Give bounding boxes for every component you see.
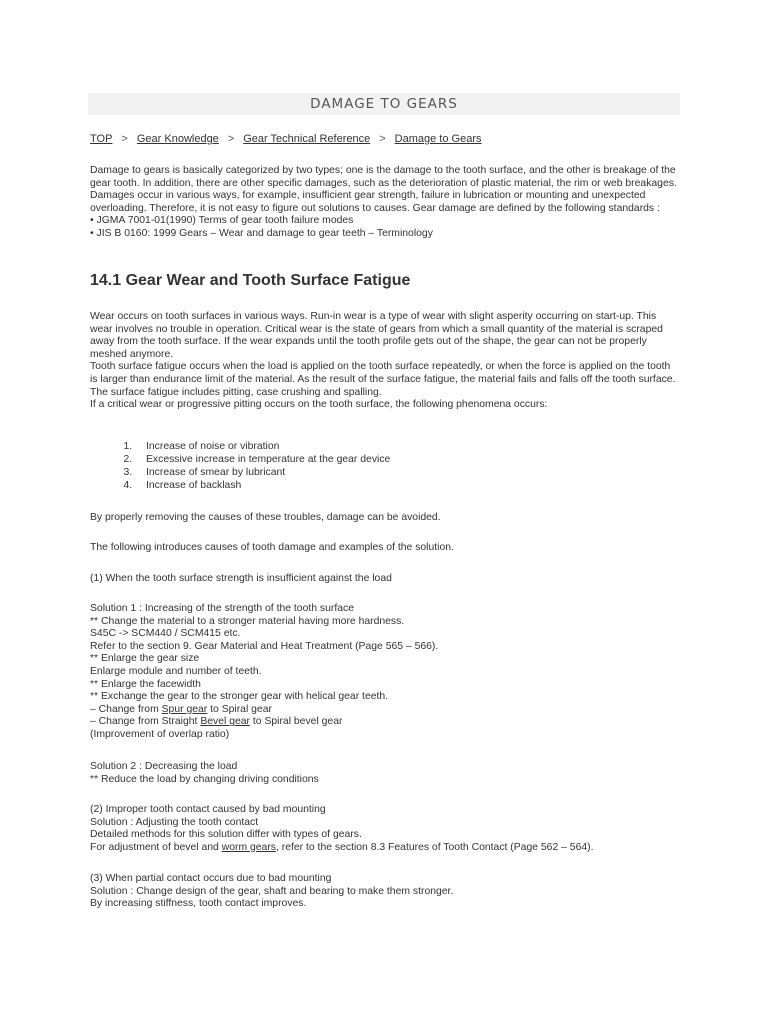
wear-paragraph-1: Wear occurs on tooth surfaces in various ways. Run-in wear is a type of wear with slight asperity occurring on start-up. This wear involves no trouble in operation. Critical wear is the state of gears from which a small quantity of the material is scraped away from the tooth surface. If the wear expands until the tooth profile gets out of the shape, the gear can not be properly meshed anymore.	[90, 311, 663, 360]
breadcrumb-separator: >	[227, 133, 235, 145]
text-segment: – Change from	[90, 703, 162, 715]
causes-intro-paragraph: The following introduces causes of tooth damage and examples of the solution.	[90, 542, 454, 553]
cause-3-section	[90, 873, 680, 911]
intro-paragraph-1: Damage to gears is basically categorized by two types; one is the damage to the tooth surface, and the other is breakage of the gear tooth. In addition, there are other specific damages, such as the deterioration of plastic material, the rim or web breakages.	[90, 165, 677, 189]
solution-2-section	[90, 761, 680, 786]
solution-1-section	[90, 603, 680, 742]
cause-2-section	[90, 804, 680, 854]
solution-1-line: ** Enlarge the facewidth	[90, 678, 201, 690]
solution-1-line: S45C -> SCM440 / SCM415 etc.	[90, 628, 241, 640]
section-heading: 14.1 Gear Wear and Tooth Surface Fatigue	[90, 272, 411, 289]
avoid-paragraph: By properly removing the causes of these troubles, damage can be avoided.	[90, 512, 441, 523]
cause-1-text: (1) When the tooth surface strength is insufficient against the load	[90, 573, 392, 584]
cause-2-line: Solution : Adjusting the tooth contact	[90, 816, 259, 828]
wear-section	[90, 311, 680, 412]
list-item: 3. Increase of smear by lubricant	[135, 467, 390, 480]
breadcrumb	[90, 133, 482, 145]
cause-2-line	[90, 842, 680, 855]
breadcrumb-top-link[interactable]: TOP	[90, 133, 113, 145]
wear-paragraph-4: If a critical wear or progressive pitting occurs on the tooth surface, the following phenomena occurs:	[90, 399, 548, 411]
solution-1-line	[90, 704, 680, 717]
text-segment: to Spiral gear	[207, 703, 272, 715]
solution-2-line: Solution 2 : Decreasing the load	[90, 761, 238, 772]
solution-1-line: Enlarge module and number of teeth.	[90, 665, 262, 677]
breadcrumb-separator: >	[379, 133, 386, 145]
intro-paragraph-2: Damages occur in various ways, for example, insufficient gear strength, failure in lubrication or mounting and unexpected overloading. Therefore, it is not easy to figure out solutions to causes. Gear damage are defined by the following standards :	[90, 190, 660, 214]
solution-1-line: ** Change the material to a stronger material having more hardness.	[90, 615, 405, 627]
avoid-text	[90, 512, 680, 525]
cause-3-line: (3) When partial contact occurs due to bad mounting	[90, 873, 332, 884]
solution-1-line: (Improvement of overlap ratio)	[90, 728, 230, 740]
causes-intro	[90, 542, 680, 555]
text-segment: For adjustment of bevel and	[90, 841, 222, 853]
solution-1-line: ** Enlarge the gear size	[90, 653, 200, 665]
cause-2-line: (2) Improper tooth contact caused by bad mounting	[90, 804, 326, 815]
solution-1-line: Solution 1 : Increasing of the strength of the tooth surface	[90, 603, 354, 614]
list-item: 4. Increase of backlash	[135, 480, 390, 493]
wear-paragraph-2: Tooth surface fatigue occurs when the load is applied on the tooth surface repeatedly, or when the force is applied on the tooth is larger than endurance limit of the material. As the result of the surface fatigue, the material fails and falls off the tooth surface.	[90, 361, 676, 385]
solution-1-line	[90, 716, 680, 729]
standard-item-2: • JIS B 0160: 1999 Gears – Wear and damage to gear teeth – Terminology	[90, 227, 433, 239]
cause-3-line: By increasing stiffness, tooth contact improves.	[90, 898, 307, 910]
breadcrumb-damage-to-gears-link[interactable]: Damage to Gears	[394, 133, 482, 145]
text-segment: , refer to the section 8.3 Features of Tooth Contact (Page 562 – 564).	[275, 841, 594, 853]
standard-item-1: • JGMA 7001-01(1990) Terms of gear tooth failure modes	[90, 215, 354, 227]
page-title: DAMAGE TO GEARS	[310, 96, 458, 112]
spur-gear-link[interactable]: Spur gear	[161, 703, 208, 715]
list-item: 2. Excessive increase in temperature at the gear device	[135, 454, 390, 467]
cause-1-heading	[90, 573, 680, 586]
intro-section	[90, 165, 680, 241]
cause-2-line: Detailed methods for this solution differ with types of gears.	[90, 829, 362, 841]
solution-2-line: ** Reduce the load by changing driving conditions	[90, 773, 319, 785]
breadcrumb-separator: >	[121, 133, 128, 145]
phenomena-list	[90, 441, 390, 493]
breadcrumb-gear-technical-reference-link[interactable]: Gear Technical Reference	[243, 133, 371, 145]
page-title-bar	[88, 93, 680, 115]
breadcrumb-gear-knowledge-link[interactable]: Gear Knowledge	[136, 133, 219, 145]
text-segment: to Spiral bevel gear	[250, 716, 343, 728]
wear-paragraph-3: The surface fatigue includes pitting, case crushing and spalling.	[90, 386, 382, 398]
solution-1-line: Refer to the section 9. Gear Material and Heat Treatment (Page 565 – 566).	[90, 640, 439, 652]
cause-3-line: Solution : Change design of the gear, shaft and bearing to make them stronger.	[90, 885, 454, 897]
solution-1-line: ** Exchange the gear to the stronger gear with helical gear teeth.	[90, 691, 389, 703]
worm-gears-link[interactable]: worm gears	[221, 841, 276, 853]
list-item: 1. Increase of noise or vibration	[135, 441, 390, 454]
text-segment: – Change from Straight	[90, 716, 201, 728]
bevel-gear-link[interactable]: Bevel gear	[200, 716, 251, 728]
